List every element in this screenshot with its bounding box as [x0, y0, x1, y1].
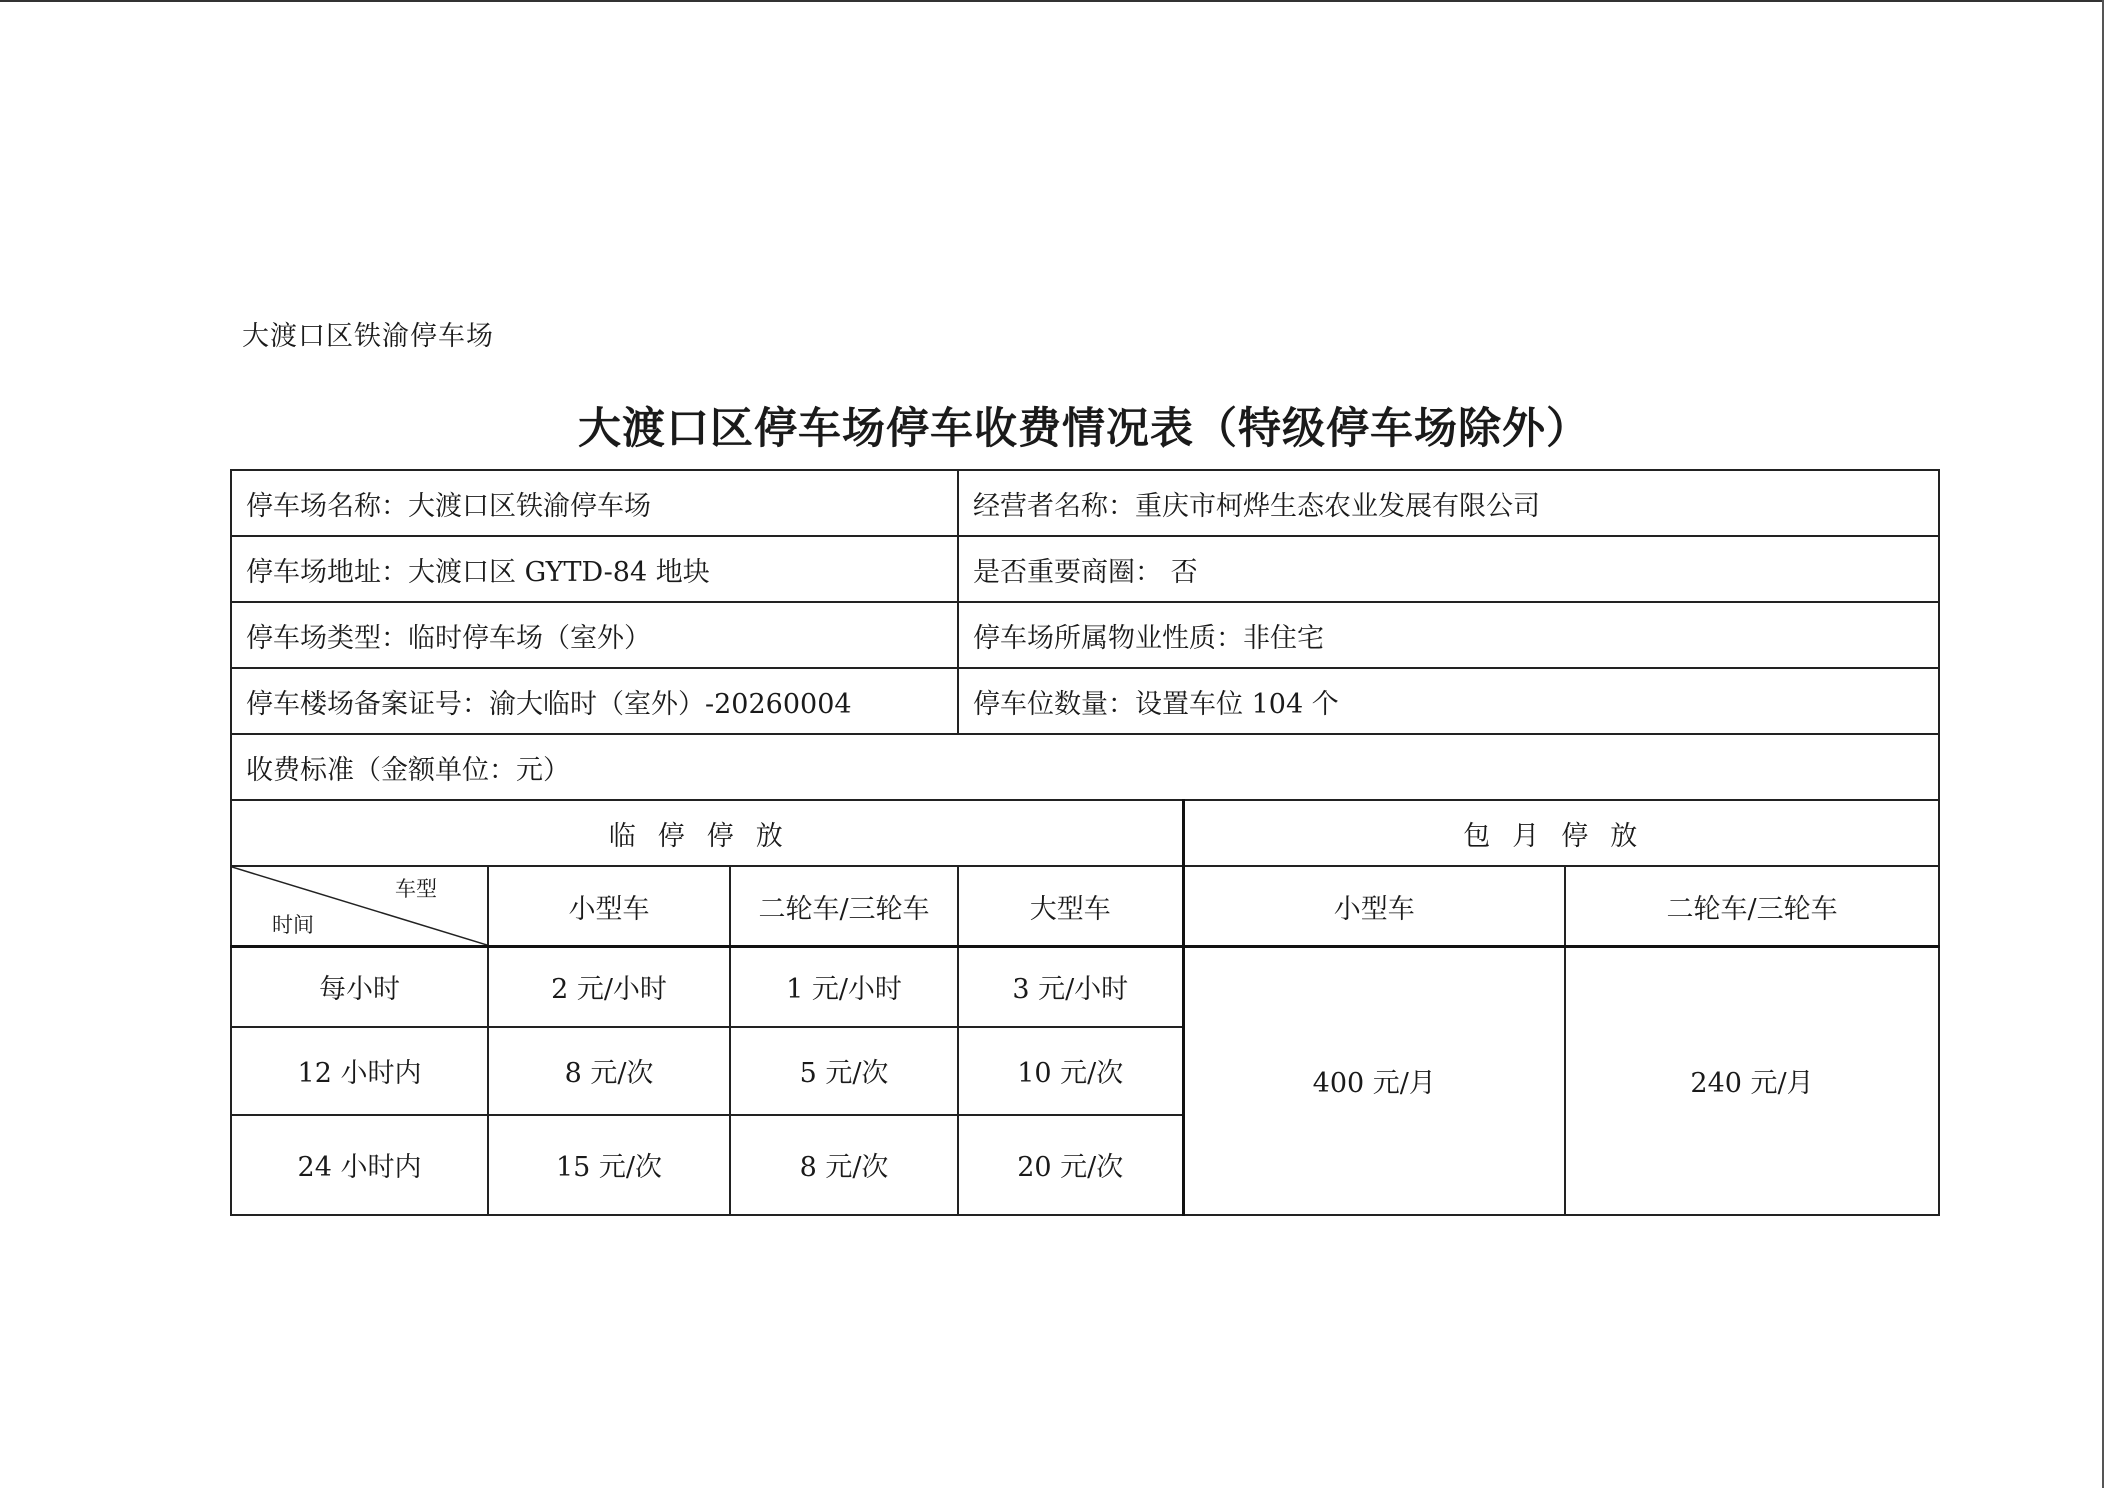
info-row-3 [231, 602, 1939, 668]
fee-cell-two-three: 8 元/次 [730, 1115, 958, 1215]
column-header-row [231, 866, 1939, 947]
fee-cell-small: 8 元/次 [488, 1027, 730, 1115]
diagonal-line [232, 867, 487, 945]
key-business-area: 是否重要商圈： 否 [958, 536, 1939, 602]
info-row-4 [231, 668, 1939, 734]
fee-cell-small: 2 元/小时 [488, 947, 730, 1027]
page-title: 大渡口区停车场停车收费情况表（特级停车场除外） [578, 404, 1590, 454]
lot-label: 大渡口区铁渝停车场 [242, 321, 494, 352]
temp-col-two-three: 二轮车/三轮车 [730, 866, 958, 947]
parking-address: 停车场地址：大渡口区 GYTD-84 地块 [231, 536, 958, 602]
monthly-col-small: 小型车 [1183, 866, 1565, 947]
period-cell: 每小时 [231, 947, 488, 1027]
temp-col-small: 小型车 [488, 866, 730, 947]
page-top-border [0, 0, 2104, 2]
fee-cell-small: 15 元/次 [488, 1115, 730, 1215]
parking-type: 停车场类型：临时停车场（室外） [231, 602, 958, 668]
monthly-parking-title: 包月停放 [1183, 800, 1939, 866]
operator-name: 经营者名称：重庆市柯烨生态农业发展有限公司 [958, 470, 1939, 536]
diagonal-time-label: 时间 [272, 913, 314, 937]
parking-name: 停车场名称：大渡口区铁渝停车场 [231, 470, 958, 536]
fee-cell-two-three: 1 元/小时 [730, 947, 958, 1027]
property-nature: 停车场所属物业性质：非住宅 [958, 602, 1939, 668]
diagonal-header-cell [231, 866, 488, 947]
info-row-5 [231, 734, 1939, 800]
temporary-parking-title: 临停停放 [231, 800, 1183, 866]
filing-number: 停车楼场备案证号：渝大临时（室外）-20260004 [231, 668, 958, 734]
period-cell: 12 小时内 [231, 1027, 488, 1115]
fee-cell-large: 10 元/次 [958, 1027, 1183, 1115]
fee-table [230, 469, 1940, 1216]
temp-col-large: 大型车 [958, 866, 1183, 947]
period-cell: 24 小时内 [231, 1115, 488, 1215]
info-row-2 [231, 536, 1939, 602]
diagonal-vehicle-type-label: 车型 [395, 877, 437, 901]
fee-standard-label: 收费标准（金额单位：元） [231, 734, 1939, 800]
space-count: 停车位数量：设置车位 104 个 [958, 668, 1939, 734]
section-title-row [231, 800, 1939, 866]
fee-cell-large: 20 元/次 [958, 1115, 1183, 1215]
fee-cell-two-three: 5 元/次 [730, 1027, 958, 1115]
table-row [231, 947, 1939, 1027]
info-row-1 [231, 470, 1939, 536]
monthly-col-two-three: 二轮车/三轮车 [1565, 866, 1939, 947]
fee-cell-large: 3 元/小时 [958, 947, 1183, 1027]
monthly-fee-two-three: 240 元/月 [1565, 947, 1939, 1215]
monthly-fee-small: 400 元/月 [1183, 947, 1565, 1215]
